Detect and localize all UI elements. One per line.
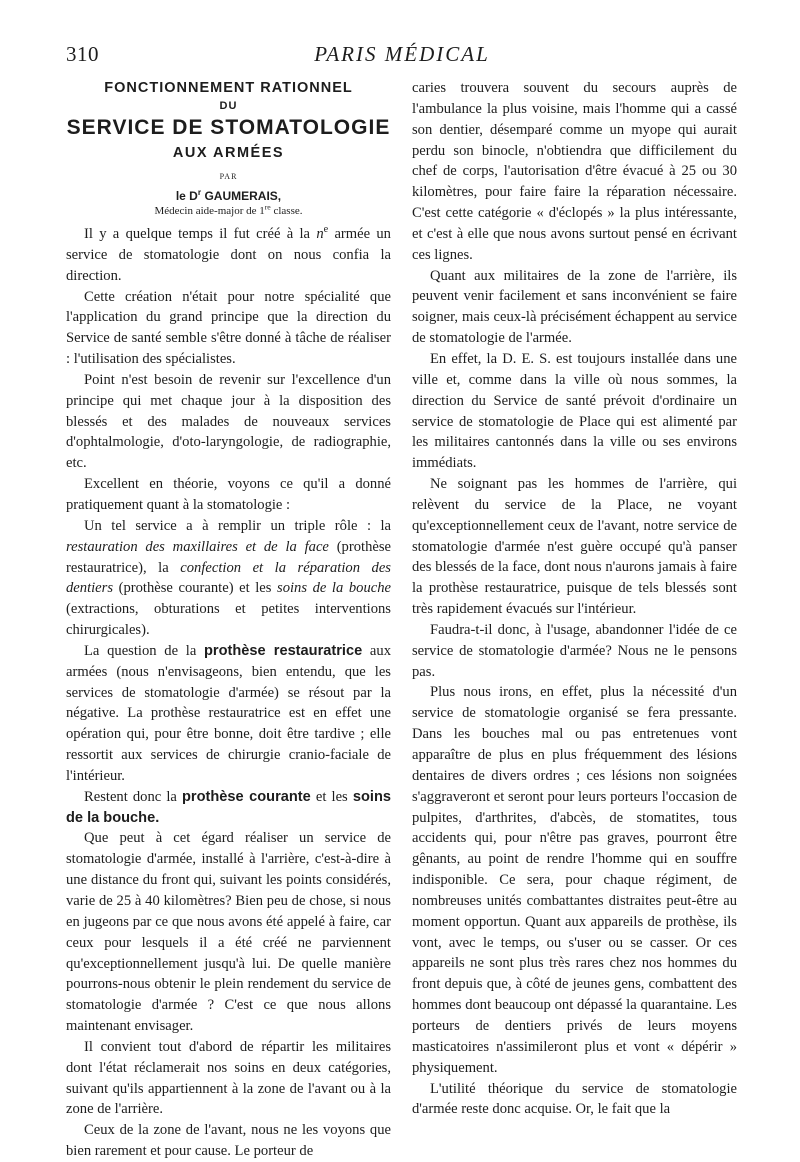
author-name: le $D^r$ GAUMERAIS,	[175, 187, 282, 203]
author-title: Médecin aide-major de 1re classe.	[154, 202, 303, 217]
article-subhead: AUX ARMÉES	[172, 145, 285, 161]
paragraph: Ceux de la zone de l'avant, nous ne les voyons que bien rarement et pour cause. Le porteur de	[66, 1122, 391, 1160]
paragraph: Un tel service a à remplir un triple rôle : la restauration des maxillaires et de la face (prothèse restauratrice), la confection et la réparation des dentiers (prothèse courante) et les soins de la bouche (extractions, obturations et petites interventions chirurgicales).	[66, 517, 391, 639]
left-column	[66, 78, 391, 1162]
paragraph: La question de la prothèse restauratrice aux armées (nous n'envisageons, bien entendu, que les services de stomatologie d'armée) se résout par la négative. La prothèse restauratrice est en effet une opération qui, pour être bonne, doit être tardive ; elle ressortit aux services de chirurgie cranio-faciale de l'intérieur.	[66, 642, 391, 784]
running-head: PARIS MÉDICAL	[314, 42, 490, 66]
paragraph: Il convient tout d'abord de répartir les militaires dont l'état réclamerait nos soins en deux catégories, suivant qu'ils appartiennent à la zone de l'avant ou à la zone de l'arrière.	[66, 1038, 391, 1118]
paragraph: Restent donc la prothèse courante et les soins de la bouche.	[66, 788, 391, 826]
paragraph: L'utilité théorique du service de stomatologie d'armée reste donc acquise. Or, le fait que la	[412, 1080, 737, 1118]
byline-par: PAR	[219, 172, 238, 181]
article-headline: SERVICE DE STOMATOLOGIE	[66, 116, 391, 139]
paragraph: Que peut à cet égard réaliser un service de stomatologie d'armée, installé à l'arrière, c'est-à-dire à une distance du front qui, suivant les points considérés, varie de 25 à 40 kilomètres? Bien peu de chose, si nous en jugeons par ce que nous avons été appelé à faire, car ceux pour lesquels il a été créé ne parviennent qu'exceptionnellement jusqu'à lui. De quelle manière pourrons-nous obtenir le plein rendement du service de stomatologie d'armée ? C'est ce que nous allons maintenant envisager.	[66, 830, 391, 1035]
paragraph: Plus nous irons, en effet, plus la nécessité d'un service de stomatologie organisé se fera pressante. Dans les bouches mal ou pas entretenues vont apparaître de plus en plus fréquemment des lésions dentaires de divers ordres ; ces lésions non soignées s'aggraveront et seront pour leurs porteurs l'occasion de pulpites, d'arthrites, d'abcès, de stomatites, tous accidents qui, pour n'être pas graves, pourront être gênants, au point de rendre l'homme qui en souffre indisponible. Ce sera, pour chaque régiment, de nombreuses unités combattantes distraites peut-être au moment opportun. Quant aux appareils de prothèse, ils vont, avec le temps, ou s'user ou se casser. Or ces appareils ne sont plus très rares chez nos hommes du front depuis que, à côté de jeunes gens, combattent des hommes dont beaucoup ont dépassé la quarantaine. Les porteurs de dentiers privés de leurs moyens masticatoires n'assimileront plus et vont « dépérir » physiquement.	[412, 684, 737, 1076]
paragraph: Excellent en théorie, voyons ce qu'il a donné pratiquement quant à la stomatologie :	[66, 476, 391, 513]
article-title-block	[66, 78, 391, 218]
paragraph: Faudra-t-il donc, à l'usage, abandonner l'idée de ce service de stomatologie d'armée? Nous ne le pensons pas.	[412, 621, 737, 680]
paragraph: Quant aux militaires de la zone de l'arrière, ils peuvent venir facilement et sans inconvénient se faire soigner, mais ceux-là précisément échappent au service de stomatologie de l'armée.	[412, 267, 737, 347]
page-header	[66, 42, 738, 72]
title-kicker: FONCTIONNEMENT RATIONNEL	[104, 80, 353, 96]
right-column	[412, 78, 737, 1120]
paragraph: caries trouvera souvent du secours auprès de l'ambulance la plus voisine, mais l'homme qui a cassé son dentier, désemparé comme un myope qui aurait perdu son binocle, n'obtiendra que difficilement du chef de corps, l'autorisation d'être évacué à 25 ou 30 kilomètres, pour faire faire la réparation nécessaire. C'est cette catégorie « d'éclopés » la plus intéressante, et c'est à elle que nous avons surtout pensé en écrivant ces lignes.	[412, 80, 737, 263]
paragraph: Ne soignant pas les hommes de l'arrière, qui relèvent du service de la Place, ne voyant qu'exceptionnellement ceux de l'avant, notre service de stomatologie d'armée n'est guère occupé qu'à panser des blessés de la face, dont nous n'aurons jamais à faire la prothèse restauratrice, puisque de tels blessés sont très rapidement évacués sur l'intérieur.	[412, 476, 737, 618]
paragraph: Point n'est besoin de revenir sur l'excellence d'un principe qui met chaque jour à la disposition des blessés et des malades de nouveaux services d'ophtalmologie, d'oto-laryngologie, de radiographie, etc.	[66, 371, 391, 472]
title-du: DU	[219, 100, 238, 112]
paragraph: Il y a quelque temps il fut créé à la $n^e$ armée un service de stomatologie dont on nous confia la direction.	[66, 224, 391, 284]
page-number: 310	[66, 42, 99, 66]
paragraph: En effet, la D. E. S. est toujours installée dans une ville et, comme dans la ville où nous sommes, la direction du Service de santé prévoit d'ordinaire un service de stomatologie de Place qui est alimenté par les militaires cantonnés dans la ville ou ses environs immédiats.	[412, 350, 737, 472]
paragraph: Cette création n'était pour notre spécialité que l'application du grand principe que la direction du Service de santé semble s'être donné à tâche de réaliser : l'utilisation des spécialistes.	[66, 288, 391, 368]
